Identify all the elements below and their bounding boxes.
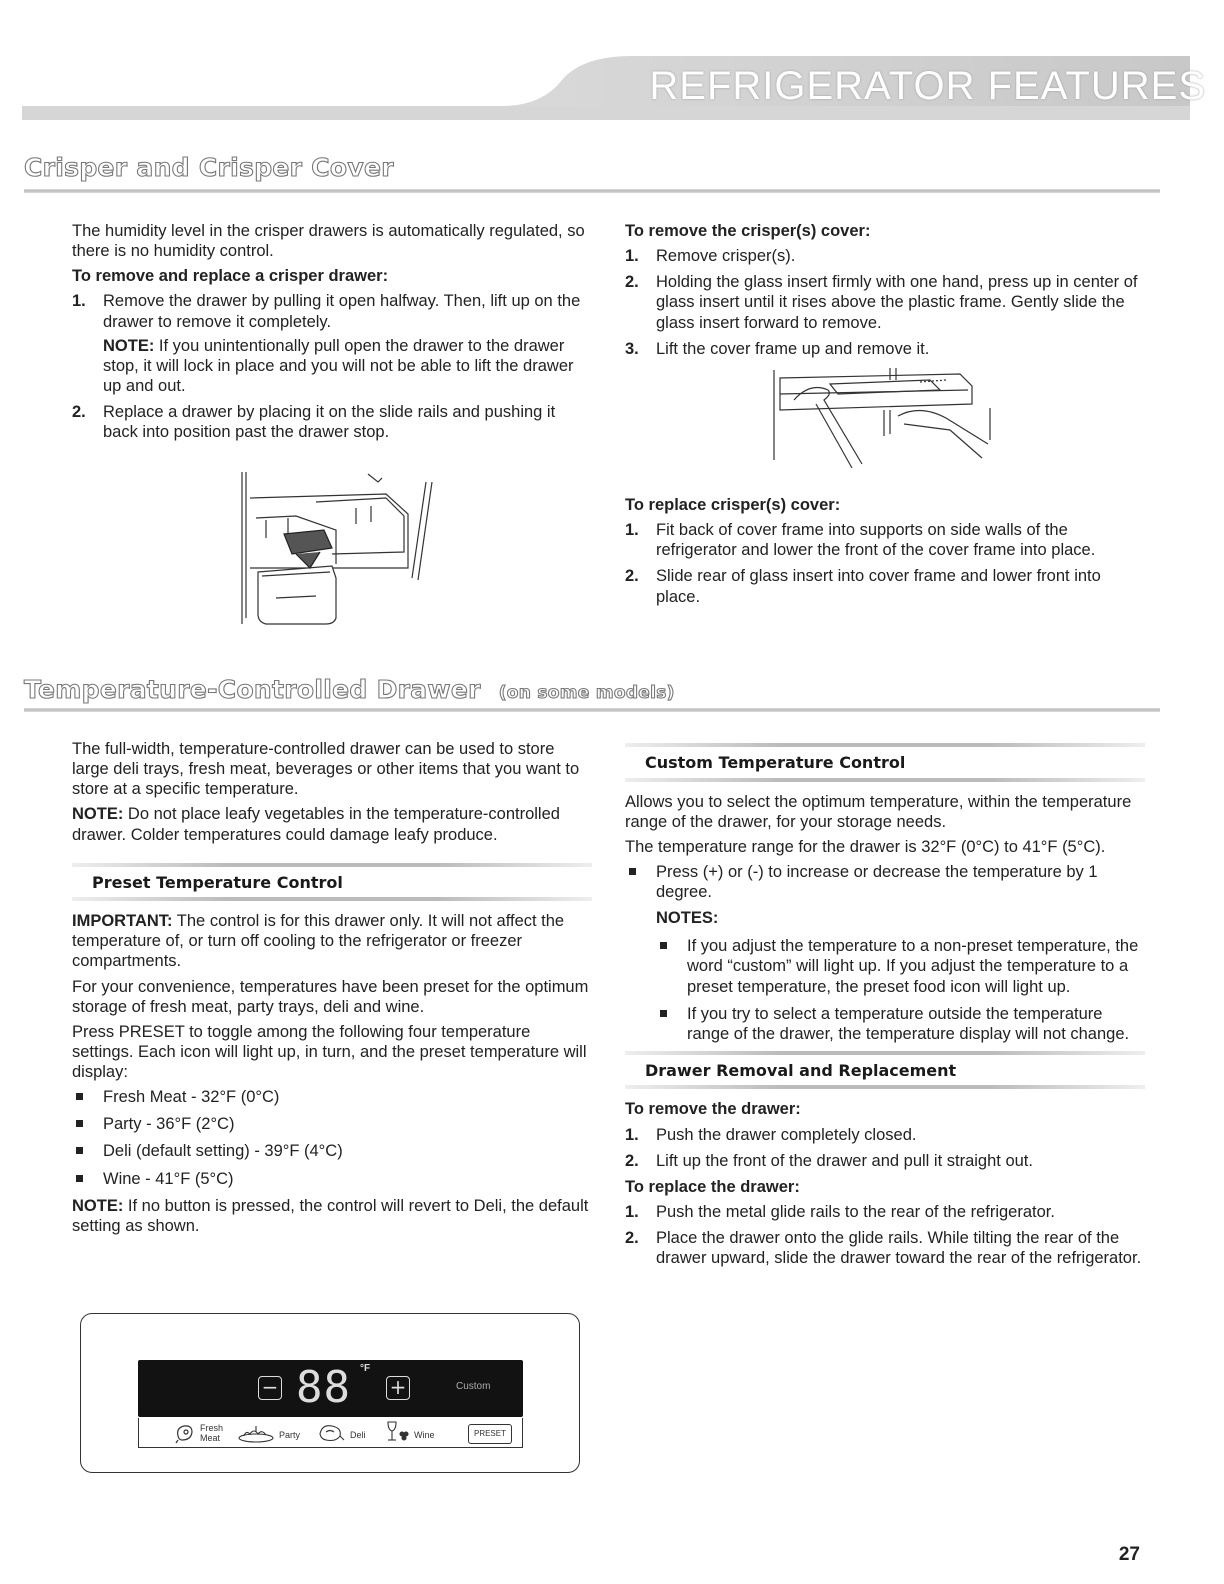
list-item: If you try to select a temperature outside the temperature range of the drawer, the temperature display will not change. [656,1004,1145,1044]
temp-drawer-right-column [625,743,1145,1274]
list-item: 2. Lift up the front of the drawer and pull it straight out. [625,1151,1033,1170]
crisper-drawer-illustration [236,468,436,630]
list-item: 2. Holding the glass insert firmly with one hand, press up in center of glass insert until it rises above the plastic frame. Gently slide the glass insert forward to remove. [625,273,1138,332]
custom-para1: Allows you to select the optimum temperature, within the temperature range of the drawer, for your storage needs. [625,792,1132,831]
deli-icon [316,1422,346,1444]
notes-list [656,936,1145,1044]
minus-button[interactable]: − [258,1376,282,1400]
crisper-right-column [625,221,1145,365]
list-item: If you adjust the temperature to a non-preset temperature, the word “custom” will light up. If you adjust the temperature to a preset temperature, the preset food icon will light up. [656,936,1145,996]
list-item: 1. Push the drawer completely closed. [625,1125,917,1144]
preset-important: IMPORTANT: The control is for this drawer only. It will not affect the temperature of, or turn off cooling to the refrigerator or freezer compartments. [72,912,565,971]
custom-indicator: Custom [456,1381,491,1392]
custom-bullets [625,862,1145,1044]
remove-replace-steps [72,291,592,442]
section-rule [24,708,1160,712]
list-item: Fresh Meat - 32°F (0°C) [72,1087,592,1107]
cover-remove-steps [625,246,1145,359]
preset-para1: For your convenience, temperatures have been preset for the optimum storage of fresh meat, party trays, deli and wine. [72,977,589,1016]
custom-para2: The temperature range for the drawer is 32°F (0°C) to 41°F (5°C). [625,837,1106,856]
section-rule [24,189,1160,193]
temp-intro: The full-width, temperature-controlled drawer can be used to store large deli trays, fresh meat, beverages or other items that you want to store at a specific temperature. [72,740,580,799]
fresh-meat-label: Fresh Meat [200,1423,224,1443]
section-title-crisper: Crisper and Crisper Cover [24,153,394,182]
list-item: 1. Remove the drawer by pulling it open halfway. Then, lift up on the drawer to remove it completely. NOTE: If you unintentionally pull open the drawer to the drawer stop, it will lock in place and you will not be able to lift the drawer up and out. [72,291,592,396]
cover-remove-heading: To remove the crisper(s) cover: [625,222,871,240]
list-item: Wine - 41°F (5°C) [72,1169,592,1189]
remove-drawer-heading: To remove the drawer: [625,1100,801,1119]
replace-drawer-steps [625,1202,1145,1268]
preset-note: NOTE: If no button is pressed, the control will revert to Deli, the default setting as shown. [72,1196,589,1235]
temperature-display: 88 [296,1362,351,1413]
crisper-intro: The humidity level in the crisper drawers is automatically regulated, so there is no humidity control. [72,222,585,261]
removal-heading: Drawer Removal and Replacement [625,1051,1145,1090]
temp-drawer-left-column [72,739,592,1241]
replace-drawer-heading: To replace the drawer: [625,1177,800,1196]
notes-label: NOTES: [656,909,719,928]
crisper-cover-illustration [770,364,1000,474]
remove-drawer-steps [625,1125,1145,1171]
list-item: 1. Remove crisper(s). [625,247,796,266]
fresh-meat-icon [174,1422,196,1444]
list-item: Party - 36°F (2°C) [72,1114,592,1134]
section-title-temp-drawer: Temperature-Controlled Drawer (on some models) [24,675,675,704]
wine-icon [384,1420,412,1446]
deli-label: Deli [350,1430,366,1440]
preset-button[interactable]: PRESET [468,1424,512,1444]
cover-replace-heading: To replace crisper(s) cover: [625,496,841,514]
list-item: 2. Replace a drawer by placing it on the slide rails and pushing it back into position past the drawer stop. [72,403,556,442]
cover-replace-steps [625,520,1145,607]
degree-unit: °F [360,1363,371,1374]
crisper-note: NOTE: If you unintentionally pull open the drawer to the drawer stop, it will lock in place and you will not be able to lift the drawer up and out. [103,336,574,395]
party-label: Party [279,1430,301,1440]
list-item: 1. Push the metal glide rails to the rear of the refrigerator. [625,1202,1055,1221]
remove-replace-heading: To remove and replace a crisper drawer: [72,267,389,286]
list-item: 2. Slide rear of glass insert into cover frame and lower front into place. [625,567,1101,606]
list-item: Press (+) or (-) to increase or decrease the temperature by 1 degree. NOTES: If you adjust the temperature to a non-preset temperature, the word “custom” will light up. If you adjust the temperature to a preset temperature, the preset food icon will light up. If you try to select a temperature outside the temperature range of the drawer, the temperature display will not change. [625,862,1145,1044]
plus-button[interactable]: + [386,1376,410,1400]
preset-heading: Preset Temperature Control [72,863,592,902]
preset-settings-list [72,1087,592,1189]
preset-para2: Press PRESET to toggle among the following four temperature settings. Each icon will light up, in turn, and the preset temperature will display: [72,1022,587,1082]
crisper-left-column [72,221,592,448]
cover-replace-column [625,495,1145,613]
wine-label: Wine [414,1430,435,1440]
temp-note: NOTE: Do not place leafy vegetables in the temperature-controlled drawer. Colder temperatures could damage leafy produce. [72,805,560,844]
page-number: 27 [1118,1544,1140,1565]
list-item: 3. Lift the cover frame up and remove it. [625,339,930,358]
list-item: 2. Place the drawer onto the glide rails. While tilting the rear of the drawer upward, slide the drawer toward the rear of the refrigerator. [625,1229,1142,1268]
party-tray-icon [236,1424,276,1444]
custom-heading: Custom Temperature Control [625,743,1145,782]
list-item: 1. Fit back of cover frame into supports on side walls of the refrigerator and lower the front of the cover frame into place. [625,521,1096,560]
banner-title: REFRIGERATOR FEATURES [649,64,1206,108]
list-item: Deli (default setting) - 39°F (4°C) [72,1141,592,1161]
